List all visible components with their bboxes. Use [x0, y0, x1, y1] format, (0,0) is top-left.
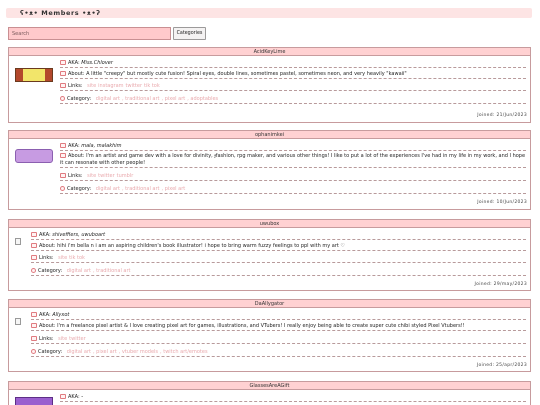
link-icon: [31, 336, 37, 341]
speech-icon: [60, 71, 66, 76]
magnifier-icon: [60, 186, 65, 191]
category-tag[interactable]: adoptables: [190, 96, 219, 102]
search-input[interactable]: Search: [8, 27, 171, 40]
link-site[interactable]: site: [87, 173, 97, 179]
avatar[interactable]: [15, 149, 53, 163]
aka-row: AKA: Miss.Chlover: [60, 59, 526, 68]
category-tag[interactable]: traditional art: [125, 96, 160, 102]
joined-date: Joined: 10/Jun/2023: [477, 200, 527, 205]
member-name[interactable]: ophanimkei: [9, 131, 530, 139]
page-title: ʕ•ᴥ• Members •ᴥ•ʔ: [20, 9, 101, 17]
joined-date: Joined: 21/Jun/2023: [477, 113, 527, 118]
category-tag[interactable]: pixel art: [164, 96, 186, 102]
link-instagram[interactable]: instagram: [98, 83, 124, 89]
link-icon: [60, 173, 66, 178]
id-card-icon: [60, 60, 66, 65]
aka-row: AKA: -: [60, 393, 526, 402]
link-tiktok[interactable]: tik tok: [144, 83, 160, 89]
member-name[interactable]: DaAllygator: [9, 300, 530, 308]
categories-button[interactable]: Categories: [173, 27, 206, 40]
category-tag[interactable]: vtuber models: [121, 349, 159, 355]
id-card-icon: [31, 312, 37, 317]
link-tiktok[interactable]: tik tok: [69, 255, 85, 261]
avatar[interactable]: [15, 238, 21, 245]
link-site[interactable]: site: [58, 336, 68, 342]
links-row: Links: site twitter: [31, 335, 526, 344]
category-row: Category: digital art , pixel art , vtuber models , twitch art/emotes: [31, 348, 526, 357]
about-row: About: I'm an artist and game dev with a love for divinity, ɟfashion, rpg maker, and various other things! I like to put a lot of the experiences I've had in my life in my work, and I hope it can resonate with other people!: [60, 152, 526, 168]
category-tag[interactable]: digital art: [66, 349, 91, 355]
category-tag[interactable]: traditional art: [96, 268, 131, 274]
member-card: [8, 219, 531, 291]
id-card-icon: [31, 232, 37, 237]
about-row: About: hihi i'm bella n i am an aspiring children's book illustrator! i hope to bring warm fuzzy feelings to ppl with my art ♡: [31, 242, 526, 251]
about-row: About: I'm a freelance pixel artist & I love creating pixel art for games, illustrations, and VTubers! I really enjoy being able to create super cute chibi styled Pixel Vtubers!!: [31, 322, 526, 331]
category-row: Category: digital art , traditional art , pixel art , adoptables: [60, 95, 526, 104]
id-card-icon: [60, 394, 66, 399]
magnifier-icon: [31, 268, 36, 273]
avatar[interactable]: [15, 397, 53, 405]
category-tag[interactable]: pixel art: [96, 349, 117, 355]
member-card: [8, 299, 531, 372]
member-name[interactable]: uwubox: [9, 220, 530, 228]
link-twitter[interactable]: twitter: [69, 336, 86, 342]
link-site[interactable]: site: [58, 255, 68, 261]
magnifier-icon: [60, 96, 65, 101]
member-name[interactable]: GlassesAreAGift: [9, 382, 530, 390]
magnifier-icon: [31, 349, 36, 354]
link-tumblr[interactable]: tumblr: [116, 173, 134, 179]
link-twitter[interactable]: twitter: [98, 173, 115, 179]
member-card: [8, 130, 531, 210]
about-row: About: A little "creepy" but mostly cute fusion! Spiral eyes, double lines, sometimes pastel, sometimes neon, and very heavily "kawaii": [60, 70, 526, 79]
joined-date: Joined: 25/apr/2023: [476, 363, 527, 368]
category-tag[interactable]: digital art: [95, 96, 120, 102]
joined-date: Joined: 29/may/2023: [474, 282, 527, 287]
member-name[interactable]: AcidKeyLime: [9, 48, 530, 56]
member-card: [8, 381, 531, 405]
link-site[interactable]: site: [87, 83, 97, 89]
category-tag[interactable]: twitch art/emotes: [163, 349, 208, 355]
category-tag[interactable]: traditional art: [125, 186, 160, 192]
links-row: Links: site twitter tumblr: [60, 172, 526, 181]
aka-row: AKA: Allyxot: [31, 311, 526, 320]
avatar[interactable]: [15, 318, 21, 325]
speech-icon: [31, 243, 37, 248]
speech-icon: [60, 153, 66, 158]
avatar[interactable]: [15, 68, 53, 82]
speech-icon: [31, 323, 37, 328]
category-row: Category: digital art , traditional art , pixel art: [60, 185, 526, 194]
link-icon: [60, 83, 66, 88]
link-twitter[interactable]: twitter: [125, 83, 143, 89]
links-row: Links: site instagram twitter tik tok: [60, 82, 526, 91]
category-tag[interactable]: digital art: [66, 268, 91, 274]
id-card-icon: [60, 143, 66, 148]
category-row: Category: digital art , traditional art: [31, 267, 526, 276]
aka-row: AKA: mala, malakhim: [60, 142, 526, 151]
links-row: Links: site tik tok: [31, 254, 526, 263]
member-card: [8, 47, 531, 123]
category-tag[interactable]: digital art: [95, 186, 120, 192]
category-tag[interactable]: pixel art: [164, 186, 186, 192]
link-icon: [31, 255, 37, 260]
aka-row: AKA: shiveffiers, uwuboart: [31, 231, 526, 240]
